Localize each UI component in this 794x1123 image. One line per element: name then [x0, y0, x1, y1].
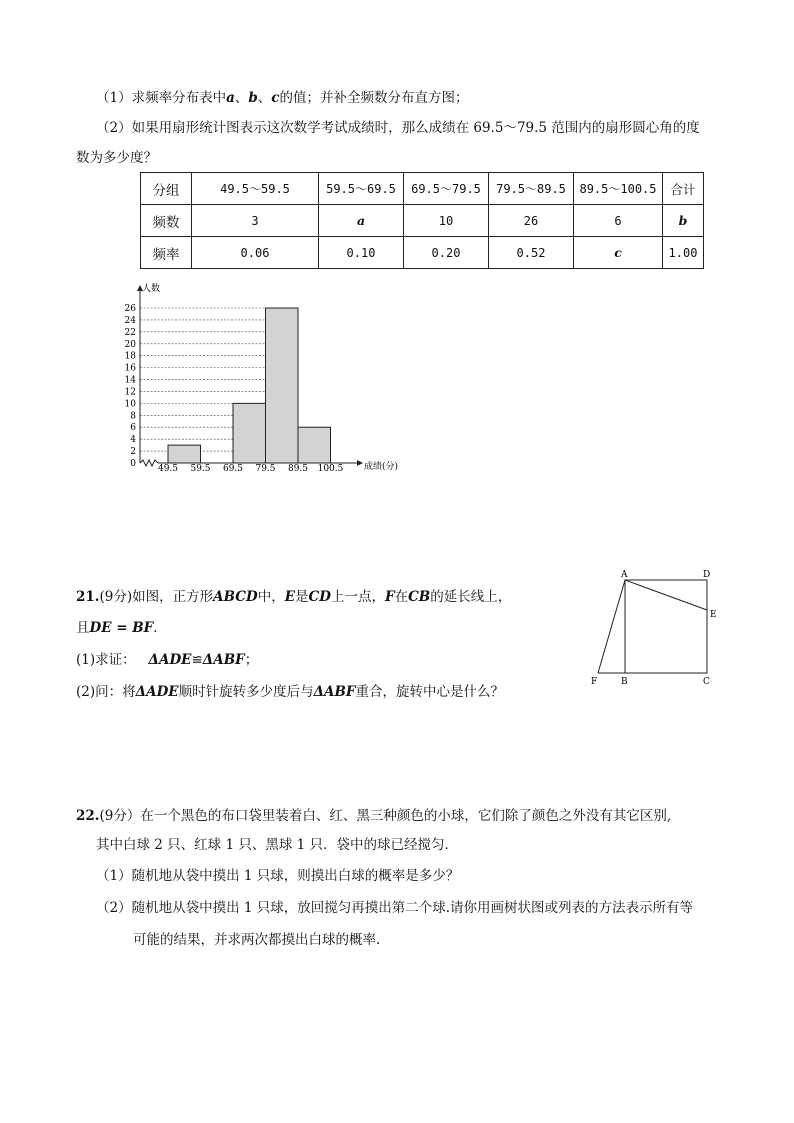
table-cell: 3 — [192, 205, 319, 237]
x-tick-label: 100.5 — [317, 464, 344, 474]
square-abcd — [625, 580, 707, 673]
x-tick-label: 89.5 — [287, 464, 309, 474]
q22-line1: 22.(9分）在一个黑色的布口袋里装着白、红、黑三种颜色的小球，它们除了颜色之外没有其它区别, — [76, 808, 672, 824]
frequency-table — [140, 172, 704, 269]
y-tick-label: 4 — [130, 435, 136, 446]
point-label-f: F — [591, 677, 598, 687]
row-label: 频数 — [141, 205, 192, 237]
q22-line2: 其中白球 2 只、红球 1 只、黑球 1 只．袋中的球已经搅匀． — [96, 837, 459, 853]
y-tick-label: 22 — [124, 327, 136, 338]
square-geometry-figure — [584, 565, 724, 690]
y-tick-label: 24 — [124, 315, 136, 326]
x-tick-label: 69.5 — [222, 464, 244, 474]
y-axis-label: 人数 — [142, 284, 161, 294]
q21-sub1: (1)求证： ΔADE≌ΔABF； — [76, 652, 259, 668]
y-tick-label: 6 — [130, 423, 136, 434]
histogram-bar — [266, 308, 299, 463]
histogram-bar — [298, 427, 331, 463]
row-label: 频率 — [141, 237, 192, 269]
q20-part1: （1）求频率分布表中a、b、c的值；并补全频数分布直方图； — [96, 90, 469, 106]
table-cell: 0.20 — [404, 237, 489, 269]
q21-intro: 21.(9分)如图，正方形ABCD中，E是CD上一点，F在CB的延长线上， — [76, 589, 512, 605]
table-cell: 59.5～69.5 — [319, 173, 404, 205]
point-label-d: D — [703, 570, 711, 580]
q22-sub2-line2: 可能的结果，并求两次都摸出白球的概率. — [133, 932, 381, 948]
table-cell: 1.00 — [663, 237, 704, 269]
y-tick-label: 0 — [130, 459, 136, 469]
point-label-e: E — [710, 610, 717, 620]
y-tick-label: 20 — [124, 339, 136, 350]
q22-number: 22. — [76, 808, 100, 824]
histogram-chart — [110, 280, 420, 480]
table-cell: 69.5～79.5 — [404, 173, 489, 205]
y-tick-label: 14 — [124, 375, 136, 386]
table-cell: a — [319, 205, 404, 237]
table-cell: 10 — [404, 205, 489, 237]
q21-number: 21. — [76, 589, 100, 605]
axis-break-zigzag — [140, 460, 158, 466]
table-cell: 0.52 — [489, 237, 574, 269]
x-tick-label: 59.5 — [190, 464, 211, 474]
y-tick-label: 12 — [124, 387, 136, 398]
y-tick-label: 8 — [130, 411, 136, 422]
histogram-bar — [168, 445, 201, 463]
x-tick-label: 49.5 — [157, 464, 179, 474]
y-tick-label: 18 — [124, 351, 136, 362]
table-cell: 0.06 — [192, 237, 319, 269]
table-row-groups — [141, 173, 704, 205]
x-axis-label: 成绩(分) — [364, 462, 399, 472]
y-tick-label: 16 — [124, 363, 136, 374]
table-cell: c — [574, 237, 663, 269]
table-cell: b — [663, 205, 704, 237]
segment-af — [598, 580, 625, 673]
row-label: 分组 — [141, 173, 192, 205]
q22-sub1: （1）随机地从袋中摸出 1 只球，则摸出白球的概率是多少？ — [96, 868, 460, 884]
var-c: c — [271, 90, 280, 106]
y-tick-label: 2 — [130, 447, 136, 458]
q22-sub2-line1: （2）随机地从袋中摸出 1 只球，放回搅匀再摸出第二个球.请你用画树状图或列表的方法表示所有等 — [96, 900, 694, 916]
table-cell: 合计 — [663, 173, 704, 205]
point-label-b: B — [621, 677, 628, 687]
table-row-freqs — [141, 237, 704, 269]
segment-ae — [625, 580, 707, 610]
table-cell: 79.5～89.5 — [489, 173, 574, 205]
table-cell: 26 — [489, 205, 574, 237]
table-cell: 49.5～59.5 — [192, 173, 319, 205]
y-tick-label: 26 — [124, 304, 136, 314]
x-tick-label: 79.5 — [255, 464, 276, 474]
table-row-counts — [141, 205, 704, 237]
q20-part2-line1: （2）如果用扇形统计图表示这次数学考试成绩时，那么成绩在 69.5～79.5 范围内的扇形圆心角的度 — [96, 120, 700, 136]
table-cell: 0.10 — [319, 237, 404, 269]
point-label-c: C — [703, 677, 710, 687]
table-cell: 6 — [574, 205, 663, 237]
var-b: b — [248, 90, 258, 106]
var-a: a — [226, 90, 235, 106]
y-tick-label: 10 — [124, 399, 136, 410]
q21-condition: 且DE = BF． — [76, 620, 167, 636]
q20-part2-line2: 数为多少度？ — [76, 150, 157, 166]
histogram-bar — [233, 403, 266, 463]
q21-sub2: (2)问：将ΔADE顺时针旋转多少度后与ΔABF重合，旋转中心是什么？ — [76, 684, 505, 700]
table-cell: 89.5～100.5 — [574, 173, 663, 205]
point-label-a: A — [621, 570, 628, 580]
